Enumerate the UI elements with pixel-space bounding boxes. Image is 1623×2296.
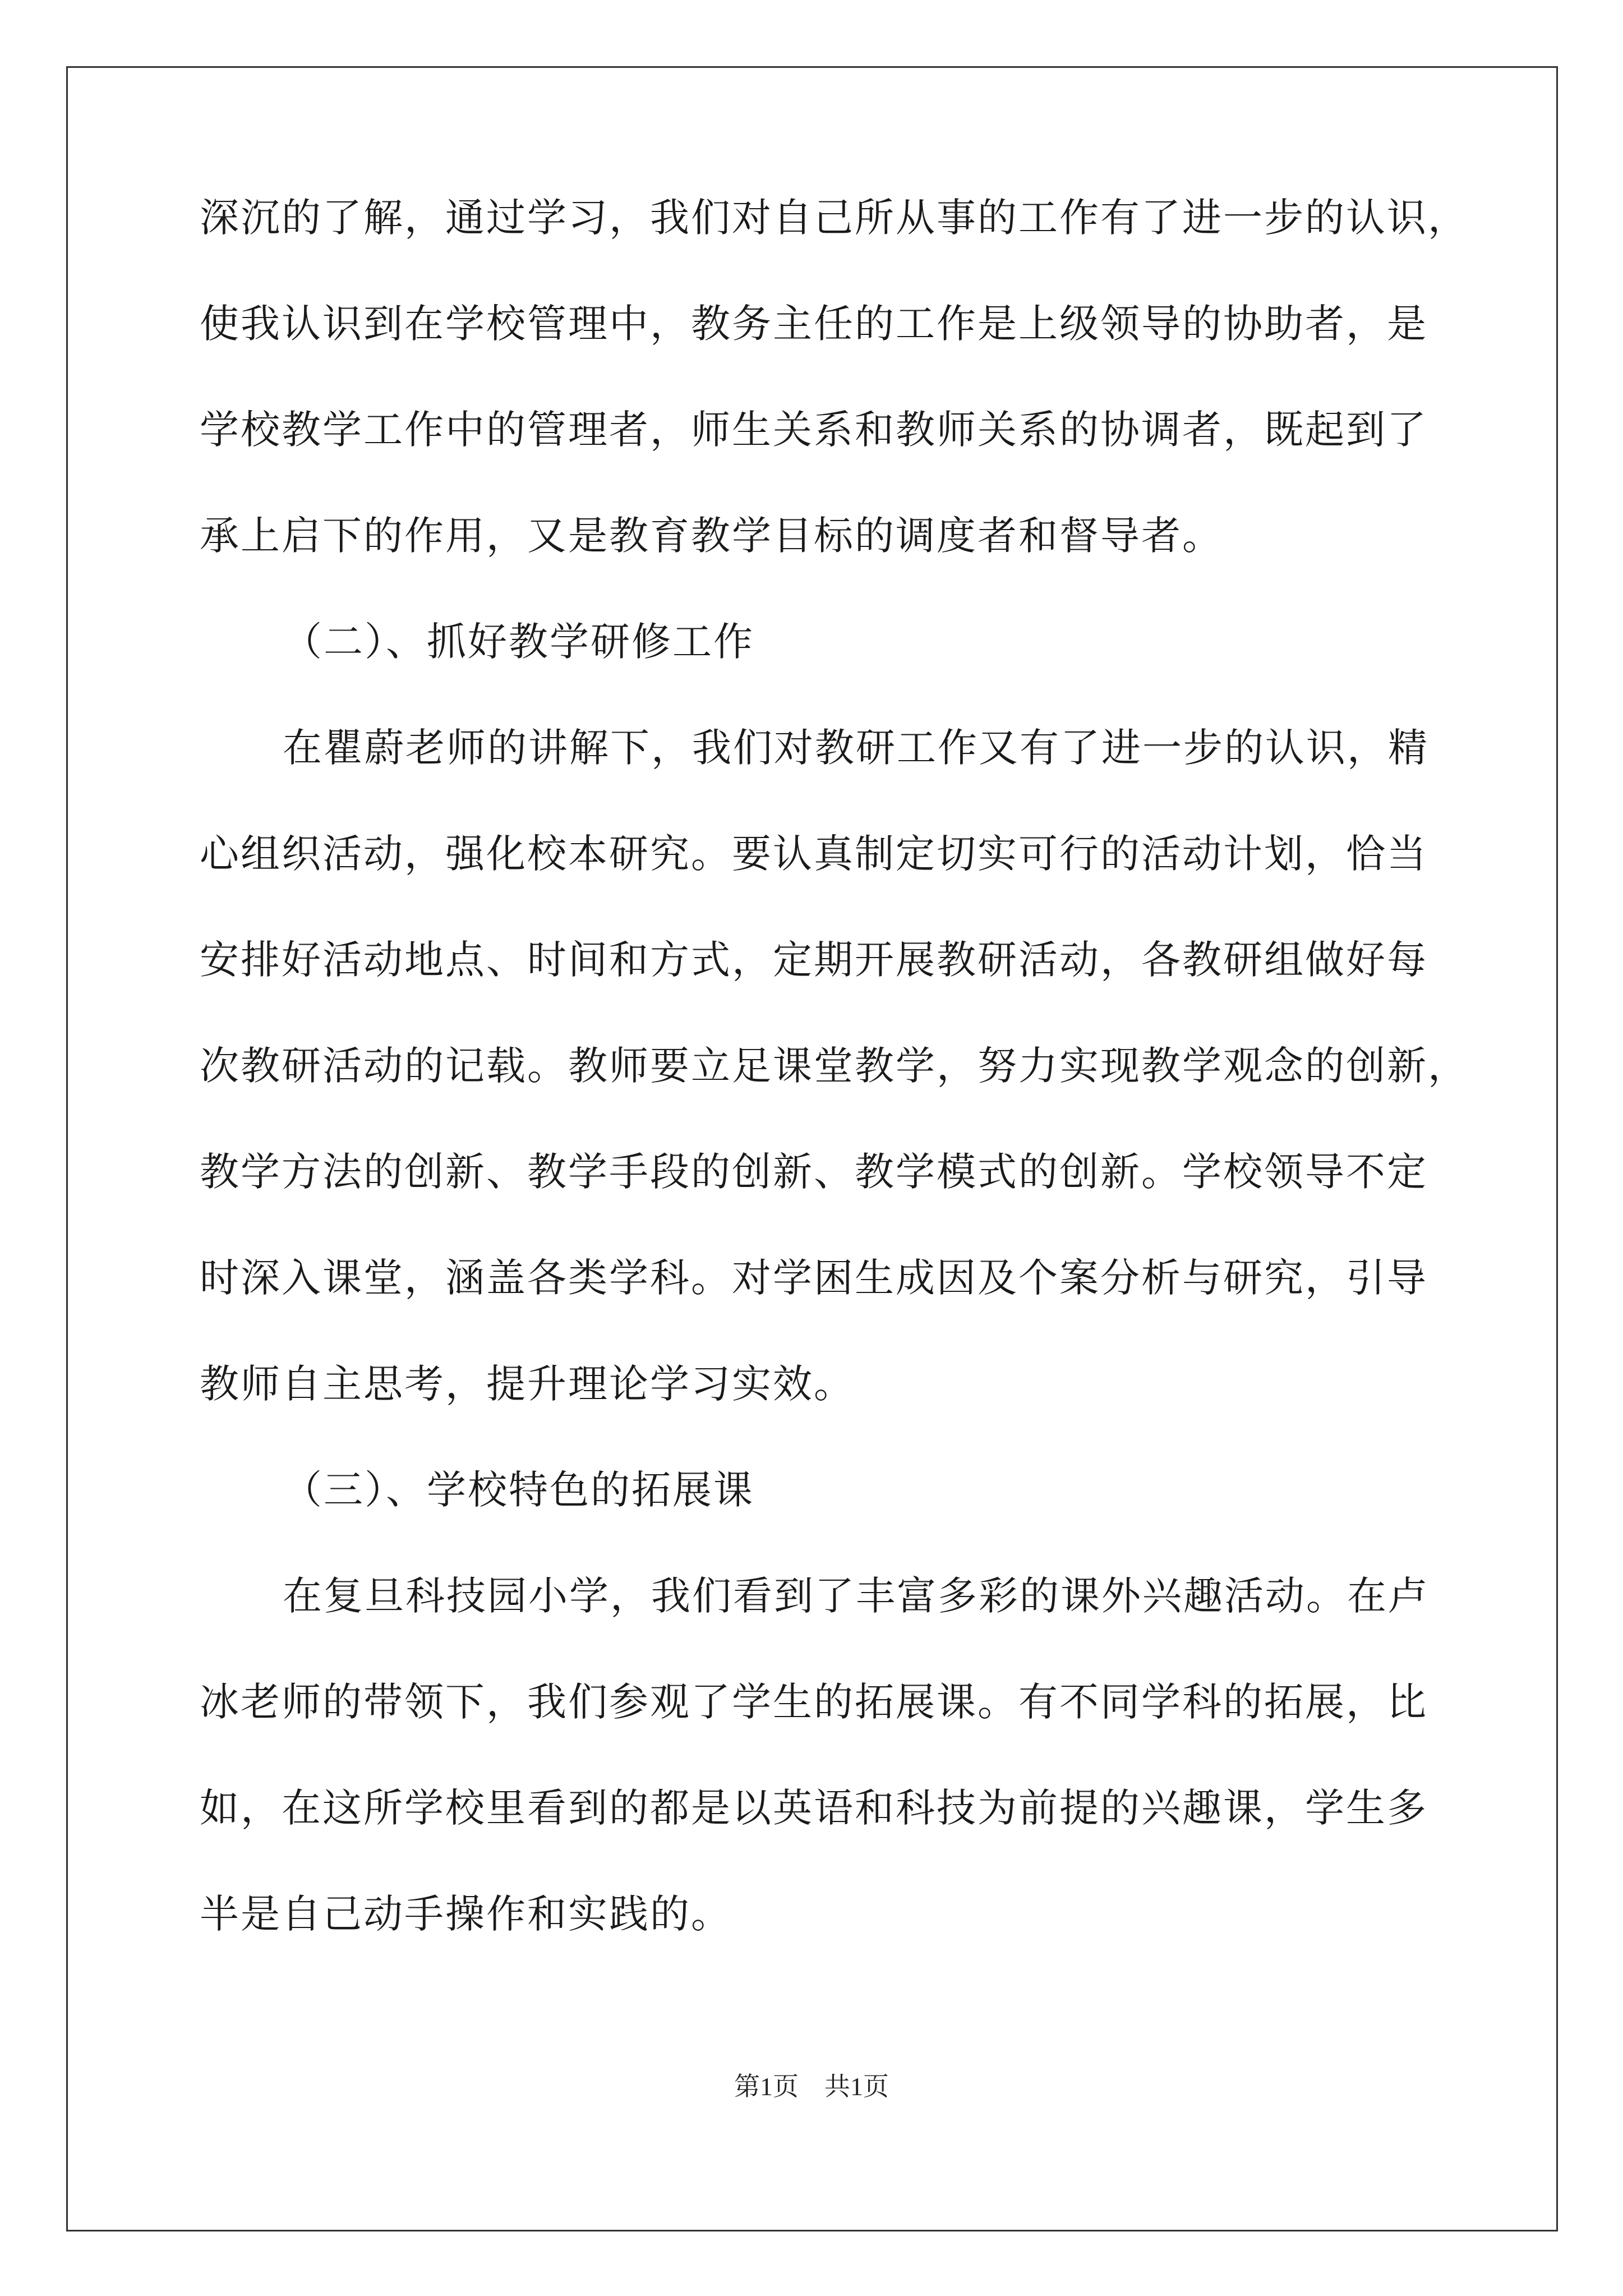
paragraph-line: 使我认识到在学校管理中，教务主任的工作是上级领导的协助者，是 — [200, 301, 1428, 347]
paragraph-line: 教师自主思考，提升理论学习实效。 — [200, 1361, 855, 1407]
paragraph-line: 时深入课堂，涵盖各类学科。对学困生成因及个案分析与研究，引导 — [200, 1255, 1428, 1301]
page-number: 第1页 共1页 — [734, 2072, 889, 2101]
section-heading: （二）、抓好教学研修工作 — [283, 619, 754, 665]
paragraph-line: 承上启下的作用，又是教育教学目标的调度者和督导者。 — [200, 513, 1223, 559]
paragraph-line: 安排好活动地点、时间和方式，定期开展教研活动，各教研组做好每 — [200, 937, 1428, 983]
paragraph-line: 学校教学工作中的管理者，师生关系和教师关系的协调者，既起到了 — [200, 407, 1428, 453]
paragraph-line: 次教研活动的记载。教师要立足课堂教学，努力实现教学观念的创新， — [200, 1043, 1469, 1089]
paragraph-line: 深沉的了解，通过学习，我们对自己所从事的工作有了进一步的认识， — [200, 195, 1469, 241]
paragraph-line: 心组织活动，强化校本研究。要认真制定切实可行的活动计划，恰当 — [200, 831, 1428, 877]
paragraph-line: 在复旦科技园小学，我们看到了丰富多彩的课外兴趣活动。在卢 — [283, 1573, 1429, 1619]
paragraph-line: 在瞿蔚老师的讲解下，我们对教研工作又有了进一步的认识，精 — [283, 725, 1429, 771]
paragraph-line: 半是自己动手操作和实践的。 — [200, 1891, 732, 1937]
section-heading: （三）、学校特色的拓展课 — [283, 1467, 754, 1513]
paragraph-line: 如，在这所学校里看到的都是以英语和科技为前提的兴趣课，学生多 — [200, 1785, 1428, 1831]
paragraph-line: 冰老师的带领下，我们参观了学生的拓展课。有不同学科的拓展，比 — [200, 1679, 1428, 1725]
paragraph-line: 教学方法的创新、教学手段的创新、教学模式的创新。学校领导不定 — [200, 1149, 1428, 1195]
